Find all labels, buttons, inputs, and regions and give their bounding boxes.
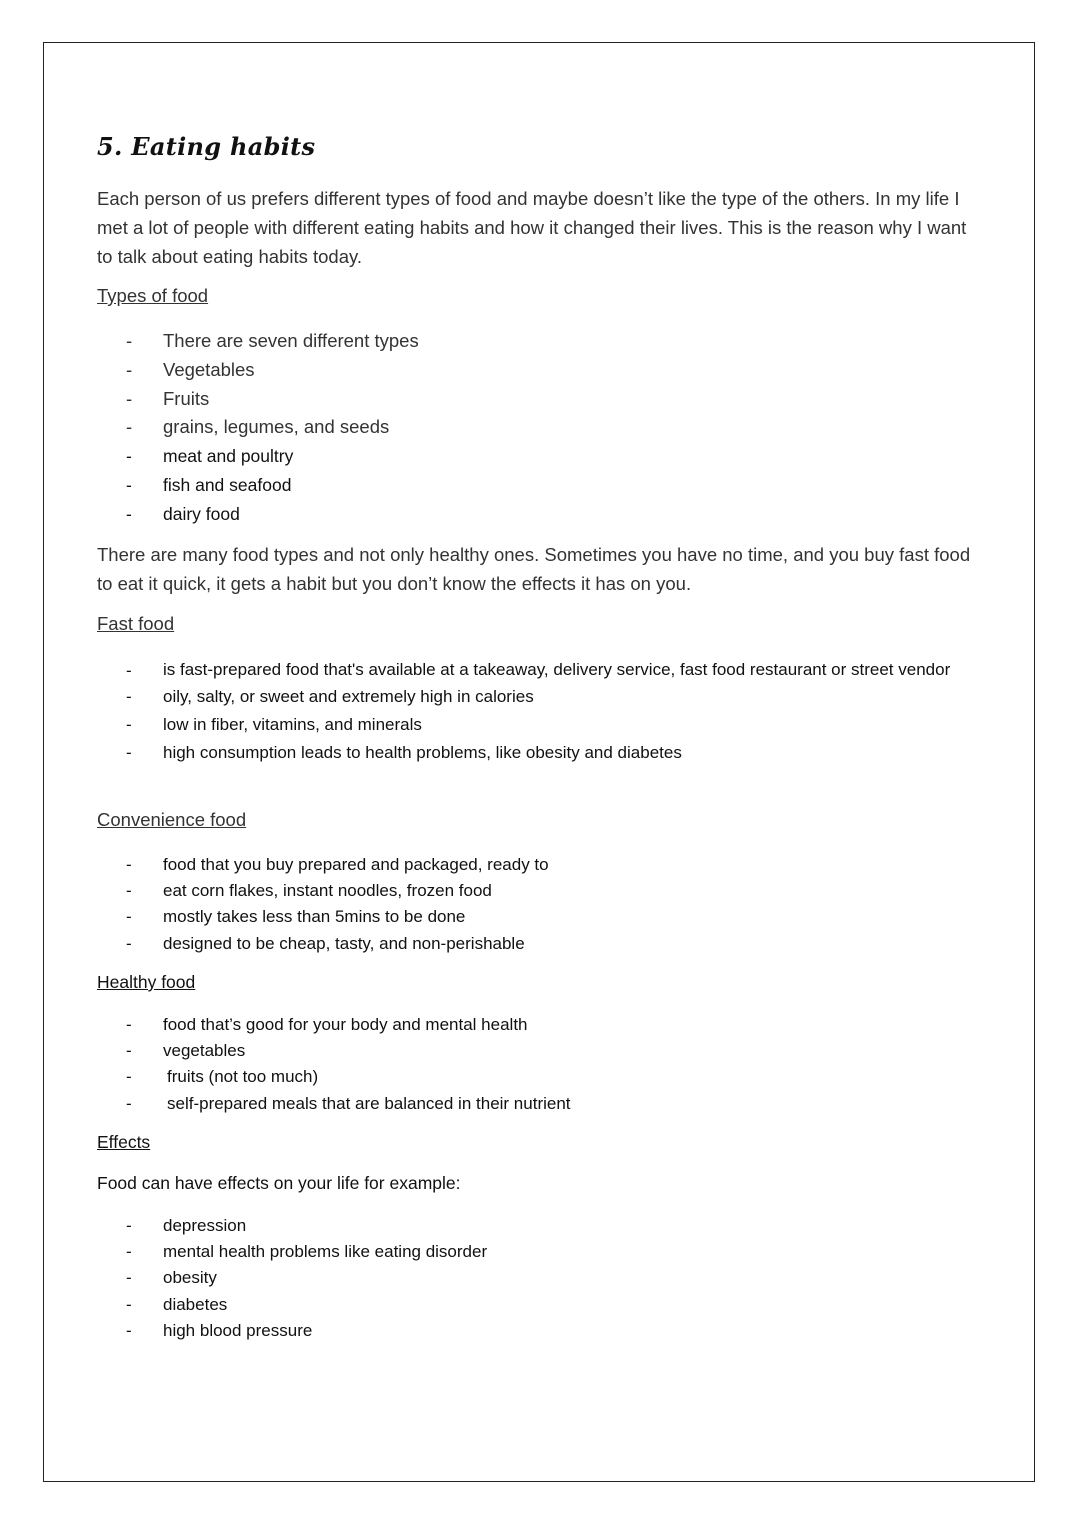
dash-bullet-icon: - — [126, 1268, 132, 1288]
dash-bullet-icon: - — [126, 358, 133, 380]
dash-bullet-icon: - — [126, 1093, 132, 1113]
dash-bullet-icon: - — [126, 503, 132, 524]
heading-effects: Effects — [97, 1132, 151, 1152]
dash-bullet-icon: - — [126, 743, 132, 762]
fast-food-list — [126, 657, 963, 767]
dash-bullet-icon: - — [126, 881, 132, 901]
list-item: - fish and seafood — [126, 471, 419, 500]
list-item: - depression — [126, 1213, 487, 1239]
list-item: - fruits (not too much) — [126, 1064, 571, 1090]
list-item: - meat and poultry — [126, 442, 419, 471]
heading-healthy-food: Healthy food — [97, 972, 196, 992]
list-item: - There are seven different types — [126, 327, 419, 356]
dash-bullet-icon: - — [126, 855, 132, 874]
dash-bullet-icon: - — [126, 474, 132, 495]
dash-bullet-icon: - — [126, 330, 133, 351]
list-item: - high consumption leads to health problems, like obesity and diabetes — [126, 739, 963, 767]
list-item: - eat corn flakes, instant noodles, frozen food — [126, 878, 549, 904]
list-item: - food that’s good for your body and mental health — [126, 1012, 571, 1038]
dash-bullet-icon: - — [126, 416, 133, 438]
list-item: - food that you buy prepared and packaged, ready to — [126, 852, 549, 878]
dash-bullet-icon: - — [126, 1320, 132, 1340]
dash-bullet-icon: - — [126, 387, 133, 409]
list-item: - vegetables — [126, 1038, 571, 1064]
list-item: - self-prepared meals that are balanced in their nutrient — [126, 1091, 571, 1117]
dash-bullet-icon: - — [126, 1216, 132, 1235]
dash-bullet-icon: - — [126, 1242, 132, 1262]
types-of-food-list — [126, 327, 419, 529]
heading-types-of-food: Types of food — [97, 285, 209, 306]
list-item: - mental health problems like eating disorder — [126, 1239, 487, 1265]
list-item: - grains, legumes, and seeds — [126, 413, 419, 442]
list-item: - obesity — [126, 1265, 487, 1291]
dash-bullet-icon: - — [126, 687, 132, 706]
heading-convenience-food: Convenience food — [97, 809, 247, 830]
page-title: 5. Eating habits — [97, 132, 316, 161]
heading-fast-food: Fast food — [97, 613, 175, 634]
list-item: - high blood pressure — [126, 1318, 487, 1344]
dash-bullet-icon: - — [126, 1041, 132, 1061]
fast-food-intro-paragraph: There are many food types and not only healthy ones. Sometimes you have no time, and you buy fast food to eat it quick, it gets a habit but you don’t know the effects it has on you. — [97, 544, 971, 594]
dash-bullet-icon: - — [126, 715, 132, 734]
convenience-food-list — [126, 852, 549, 957]
effects-intro: Food can have effects on your life for example: — [97, 1173, 461, 1193]
dash-bullet-icon: - — [126, 1294, 132, 1314]
dash-bullet-icon: - — [126, 446, 132, 467]
effects-list — [126, 1213, 487, 1344]
list-item: - dairy food — [126, 500, 419, 529]
list-item: - designed to be cheap, tasty, and non-perishable — [126, 931, 549, 957]
healthy-food-list — [126, 1012, 571, 1117]
list-item: - low in fiber, vitamins, and minerals — [126, 711, 963, 739]
dash-bullet-icon: - — [126, 661, 132, 680]
dash-bullet-icon: - — [126, 907, 132, 927]
list-item: - oily, salty, or sweet and extremely high in calories — [126, 683, 963, 711]
list-item: - Fruits — [126, 385, 419, 414]
list-item: - is fast-prepared food that's available at a takeaway, delivery service, fast food restaurant or street vendor — [126, 657, 963, 683]
intro-paragraph: Each person of us prefers different types of food and maybe doesn’t like the type of the others. In my life I met a lot of people with different eating habits and how it changed their lives. This is the reason why I want to talk about eating habits today. — [97, 188, 967, 267]
list-item: - diabetes — [126, 1292, 487, 1318]
list-item: - Vegetables — [126, 356, 419, 385]
list-item: - mostly takes less than 5mins to be done — [126, 904, 549, 930]
dash-bullet-icon: - — [126, 1067, 132, 1087]
dash-bullet-icon: - — [126, 933, 132, 953]
dash-bullet-icon: - — [126, 1015, 132, 1034]
